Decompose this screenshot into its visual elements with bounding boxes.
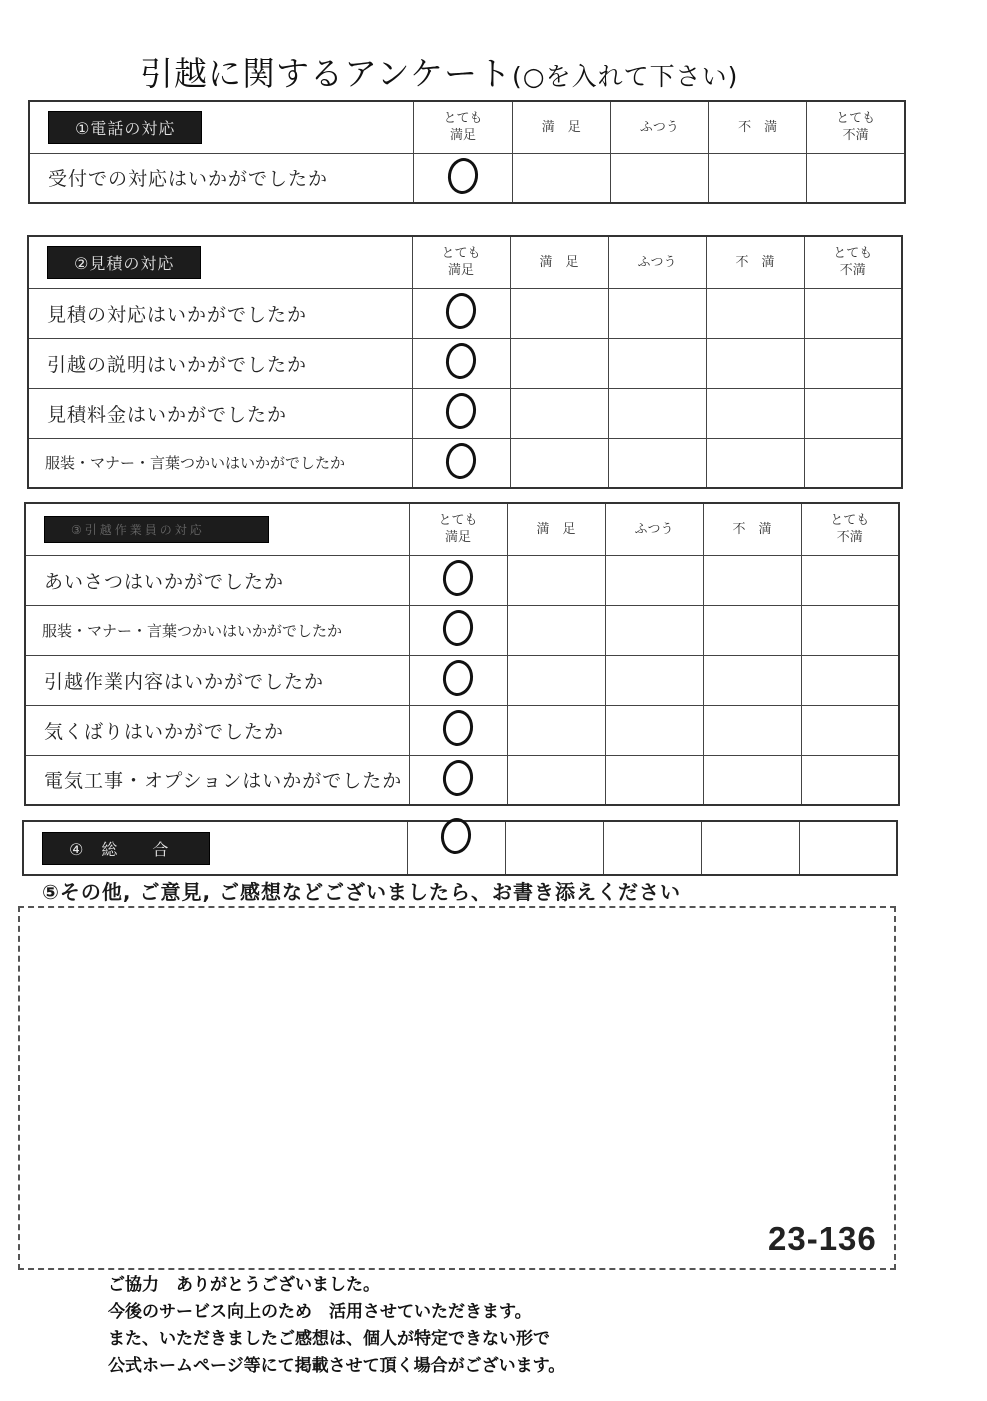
rating-cell-dissatisfied[interactable] [701,821,799,875]
rating-cell-very-dissatisfied[interactable] [804,388,902,438]
question-row [25,555,899,605]
rating-cell-satisfied[interactable] [512,153,610,203]
rating-cell-dissatisfied[interactable] [706,288,804,338]
rating-cell-very-satisfied[interactable] [407,821,505,875]
rating-cell-neutral[interactable] [605,755,703,805]
question-text: 気くばりはいかがでしたか [25,705,409,755]
question-text: 受付での対応はいかがでしたか [29,153,414,203]
rating-cell-very-satisfied[interactable] [414,153,512,203]
col-very-dissatisfied: とても 不満 [807,101,905,153]
circle-mark-icon [444,391,479,431]
rating-cell-satisfied[interactable] [510,288,608,338]
footer-line: また、いただきましたご感想は、個人が特定できない形で [108,1329,550,1349]
rating-cell-very-satisfied[interactable] [409,705,507,755]
question-row [25,605,899,655]
col-neutral: ふつう [605,503,703,555]
rating-cell-neutral[interactable] [605,655,703,705]
rating-cell-very-satisfied[interactable] [412,388,510,438]
col-very-dissatisfied: とても 不満 [801,503,899,555]
rating-cell-very-satisfied[interactable] [412,288,510,338]
section-overall-table [22,820,898,876]
footer-line: 公式ホームページ等にて掲載させて頂く場合がございます。 [108,1356,566,1376]
section-label: ③引越作業員の対応 [44,516,269,543]
col-neutral: ふつう [610,101,708,153]
rating-cell-dissatisfied[interactable] [709,153,807,203]
col-satisfied: 満 足 [512,101,610,153]
rating-cell-satisfied[interactable] [510,338,608,388]
rating-cell-neutral[interactable] [608,388,706,438]
rating-cell-dissatisfied[interactable] [706,338,804,388]
col-very-satisfied: とても 満足 [409,503,507,555]
title-instruction: (○を入れて下さい) [512,62,739,91]
rating-cell-dissatisfied[interactable] [703,705,801,755]
footer-note [108,1272,565,1380]
rating-cell-dissatisfied[interactable] [703,755,801,805]
rating-cell-satisfied[interactable] [507,655,605,705]
rating-cell-very-satisfied[interactable] [409,755,507,805]
circle-mark-icon [441,558,476,598]
rating-cell-neutral[interactable] [605,605,703,655]
rating-cell-very-dissatisfied[interactable] [804,338,902,388]
circle-mark-icon [441,608,476,648]
section-label: ④ 総 合 [42,832,210,865]
rating-cell-very-satisfied[interactable] [409,605,507,655]
question-text: あいさつはいかがでしたか [25,555,409,605]
section-label-cell [28,236,412,288]
col-very-satisfied: とても 満足 [412,236,510,288]
rating-cell-neutral[interactable] [608,288,706,338]
rating-cell-very-satisfied[interactable] [409,655,507,705]
rating-cell-very-satisfied[interactable] [412,338,510,388]
section-label: ①電話の対応 [48,111,202,144]
rating-cell-dissatisfied[interactable] [706,388,804,438]
question-row [25,705,899,755]
question-row [28,338,902,388]
rating-cell-satisfied[interactable] [507,555,605,605]
rating-cell-satisfied[interactable] [507,705,605,755]
circle-mark-icon [441,658,476,698]
rating-cell-satisfied[interactable] [507,605,605,655]
question-text: 見積料金はいかがでしたか [28,388,412,438]
col-neutral: ふつう [608,236,706,288]
question-row [23,821,897,875]
rating-cell-satisfied[interactable] [505,821,603,875]
col-satisfied: 満 足 [510,236,608,288]
section-label-cell [25,503,409,555]
col-very-dissatisfied: とても 不満 [804,236,902,288]
col-dissatisfied: 不 満 [703,503,801,555]
col-satisfied: 満 足 [507,503,605,555]
rating-cell-satisfied[interactable] [510,388,608,438]
footer-line: 今後のサービス向上のため 活用させていただきます。 [108,1302,532,1322]
circle-mark-icon [444,341,479,381]
circle-mark-icon [446,156,481,196]
form-id: 23-136 [768,1220,877,1257]
rating-cell-very-satisfied[interactable] [412,438,510,488]
rating-cell-neutral[interactable] [605,705,703,755]
rating-cell-very-dissatisfied[interactable] [801,705,899,755]
col-very-satisfied: とても 満足 [414,101,512,153]
comments-textarea[interactable] [18,906,896,1270]
rating-cell-neutral[interactable] [608,438,706,488]
circle-mark-icon [441,708,476,748]
question-text: 見積の対応はいかがでしたか [28,288,412,338]
rating-cell-very-dissatisfied[interactable] [807,153,905,203]
question-text: 電気工事・オプションはいかがでしたか [25,755,409,805]
section-label-cell [23,821,407,875]
rating-cell-neutral[interactable] [608,338,706,388]
question-row [28,388,902,438]
rating-cell-very-dissatisfied[interactable] [804,288,902,338]
section-estimate-table [27,235,903,489]
question-row [29,153,905,203]
rating-cell-dissatisfied[interactable] [703,605,801,655]
rating-cell-very-dissatisfied[interactable] [801,555,899,605]
rating-cell-neutral[interactable] [605,555,703,605]
circle-mark-icon [439,816,474,856]
rating-cell-very-dissatisfied[interactable] [801,755,899,805]
rating-cell-very-dissatisfied[interactable] [799,821,897,875]
circle-mark-icon [441,758,476,798]
rating-cell-very-dissatisfied[interactable] [801,655,899,705]
question-text: 引越の説明はいかがでしたか [28,338,412,388]
section-label: ②見積の対応 [47,246,201,279]
circle-mark-icon [444,441,479,481]
question-text: 服装・マナー・言葉つかいはいかがでしたか [28,438,412,488]
rating-cell-very-dissatisfied[interactable] [804,438,902,488]
col-dissatisfied: 不 満 [706,236,804,288]
rating-cell-very-dissatisfied[interactable] [801,605,899,655]
circle-mark-icon [444,291,479,331]
question-row [28,438,902,488]
section-movers-table [24,502,900,806]
rating-cell-dissatisfied[interactable] [706,438,804,488]
section-label-cell [29,101,414,153]
rating-cell-neutral[interactable] [603,821,701,875]
question-text: 引越作業内容はいかがでしたか [25,655,409,705]
survey-title [140,48,840,95]
question-row [25,655,899,705]
question-row [28,288,902,338]
title-main: 引越に関するアンケート [140,54,513,93]
col-dissatisfied: 不 満 [709,101,807,153]
rating-cell-very-satisfied[interactable] [409,555,507,605]
other-comments-label: ⑤その他, ご意見, ご感想などございましたら、お書き添えください [42,880,682,904]
rating-cell-satisfied[interactable] [510,438,608,488]
footer-line: ご協力 ありがとうございました。 [108,1275,380,1295]
question-text: 服装・マナー・言葉つかいはいかがでしたか [25,605,409,655]
rating-cell-dissatisfied[interactable] [703,555,801,605]
rating-cell-neutral[interactable] [610,153,708,203]
rating-cell-dissatisfied[interactable] [703,655,801,705]
section-phone-table [28,100,906,204]
question-row [25,755,899,805]
rating-cell-satisfied[interactable] [507,755,605,805]
